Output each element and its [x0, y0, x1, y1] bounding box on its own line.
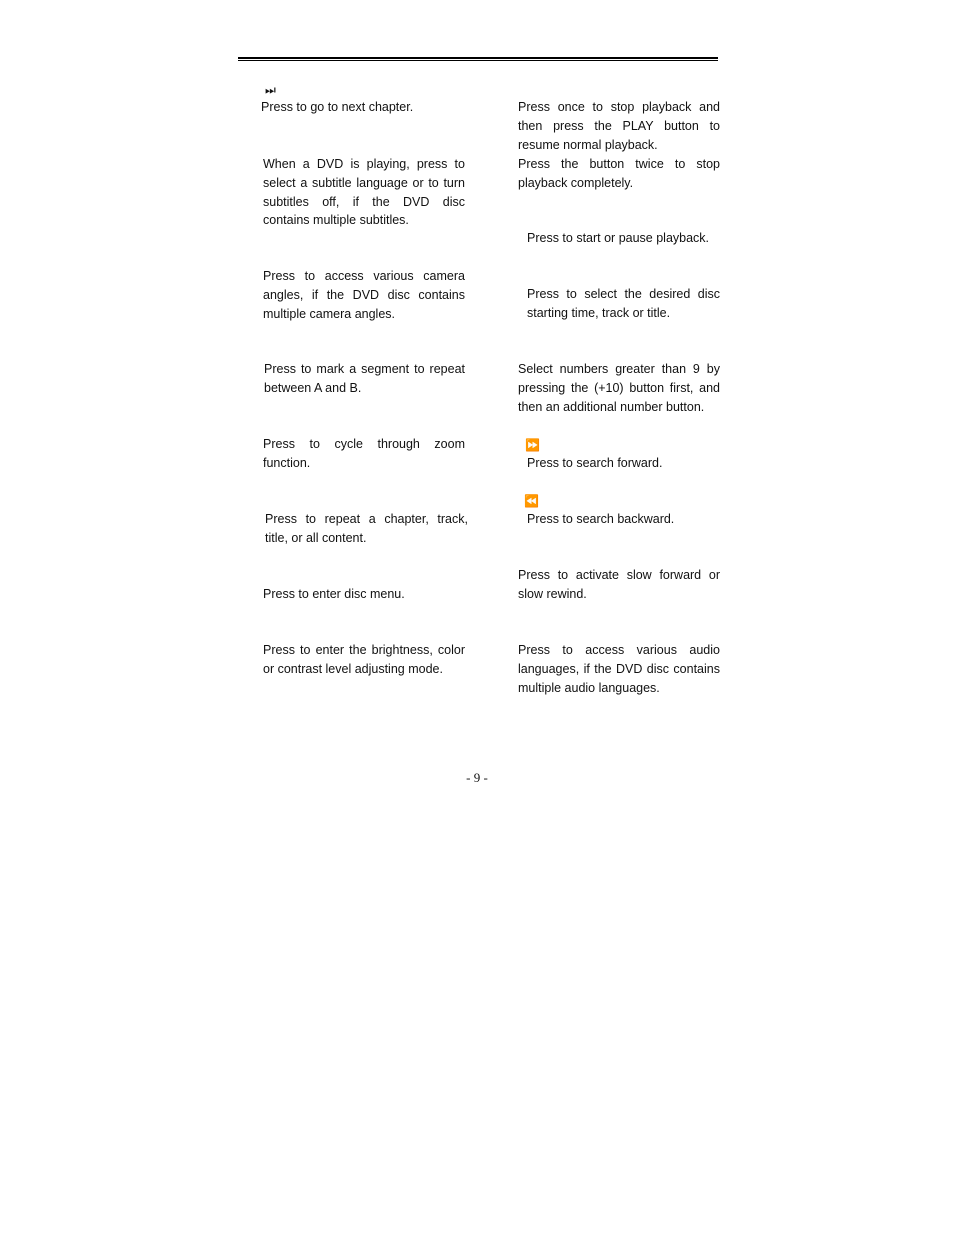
- left-desc-disc-menu: Press to enter disc menu.: [263, 587, 405, 601]
- left-desc-repeat-ab: Press to mark a segment to repeat between A and B.: [264, 362, 465, 395]
- rewind-icon: ⏪: [524, 494, 539, 508]
- right-desc-slow: Press to activate slow forward or slow rewind.: [518, 568, 720, 601]
- left-desc-repeat: Press to repeat a chapter, track, title, or all content.: [265, 512, 468, 545]
- fast-forward-icon: ⏩: [525, 438, 540, 452]
- left-desc-next-chapter: Press to go to next chapter.: [261, 100, 414, 114]
- left-desc-zoom: Press to cycle through zoom function.: [263, 437, 465, 470]
- left-desc-picture-adjust: Press to enter the brightness, color or contrast level adjusting mode.: [263, 643, 465, 676]
- next-chapter-icon: ⏭: [265, 83, 276, 97]
- right-desc-stop-once: Press once to stop playback and then press the PLAY button to resume normal playback.: [518, 100, 720, 152]
- left-desc-angle: Press to access various camera angles, if the DVD disc contains multiple camera angles.: [263, 269, 465, 321]
- right-desc-search-backward: Press to search backward.: [527, 512, 675, 526]
- page-number: - 9 -: [466, 770, 488, 785]
- right-desc-plus10: Select numbers greater than 9 by pressing the (+10) button first, and then an additional number button.: [518, 362, 720, 414]
- header-rule-thick: [238, 57, 718, 59]
- left-desc-subtitle: When a DVD is playing, press to select a subtitle language or to turn subtitles off, if the DVD disc contains multiple subtitles.: [263, 157, 465, 228]
- right-desc-stop-twice: Press the button twice to stop playback completely.: [518, 157, 720, 190]
- header-rule-thin: [238, 60, 718, 61]
- right-desc-search: Press to select the desired disc starting time, track or title.: [527, 287, 720, 320]
- right-desc-search-forward: Press to search forward.: [527, 456, 663, 470]
- right-desc-play-pause: Press to start or pause playback.: [527, 231, 710, 245]
- right-desc-audio: Press to access various audio languages, if the DVD disc contains multiple audio languages.: [518, 643, 720, 695]
